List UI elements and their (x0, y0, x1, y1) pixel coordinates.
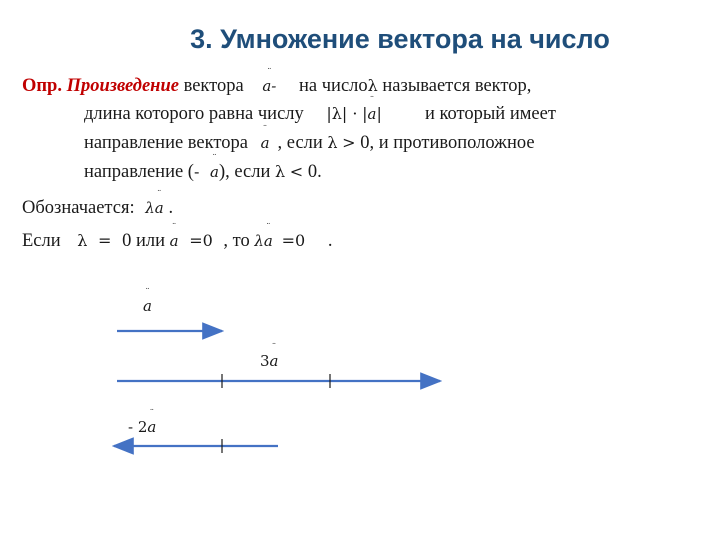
equals-symbol: = (281, 231, 296, 250)
arrow-vector-minus-2a (114, 439, 278, 453)
lambda-symbol: λ (145, 199, 155, 217)
vector-a-letter: a (143, 297, 152, 315)
text-length: длина которого равна числу (84, 104, 304, 124)
coefficient-3: 3 (260, 352, 270, 370)
lambda-symbol: λ (254, 232, 264, 250)
abs-bar-right: | (341, 104, 348, 123)
text-direction-open: направление ( (84, 162, 194, 182)
zero-case-end: . (327, 231, 333, 251)
minus-sign: - (193, 162, 200, 181)
greater-than-symbol: > (342, 133, 356, 152)
vector-mark: ¨ (156, 190, 162, 200)
vector-mark: ¨ (369, 96, 375, 106)
text-and-opposite: 0, и противоположное (360, 133, 535, 153)
notation-text: Обозначается: (22, 198, 135, 218)
definition-term: Произведение (66, 76, 179, 96)
vector-a-letter: a (147, 418, 157, 436)
abs-bar-left: | (362, 104, 368, 123)
text-zero-or: 0 или (122, 231, 165, 251)
vector-a-letter: a (210, 163, 219, 181)
abs-bar-right: | (376, 104, 382, 123)
vector-mark: ¨ (267, 68, 272, 78)
vector-a-letter: a (169, 232, 179, 250)
text-which-has: и который имеет (424, 104, 556, 124)
text-if-zero: Если (22, 231, 61, 251)
vector-a-letter: a (367, 105, 377, 123)
zero-value: 0 (295, 231, 306, 250)
lambda-symbol: λ (367, 76, 378, 95)
lambda-symbol: λ (327, 133, 338, 152)
vector-mark: ¨ (171, 223, 177, 233)
dot-symbol: · (352, 104, 358, 123)
vector-a-letter: a (154, 199, 164, 217)
lambda-symbol: λ (275, 162, 286, 181)
definition-label: Опр. (22, 76, 62, 96)
vector-a-letter: a (260, 134, 270, 152)
lambda-symbol: λ (77, 231, 88, 250)
abs-bar-left: | (326, 104, 332, 123)
less-than-symbol: < (289, 162, 304, 181)
text-then: , то (223, 231, 250, 251)
lambda-symbol: λ (331, 104, 342, 123)
vector-a-letter: a (263, 232, 273, 250)
text-if: , если (277, 133, 323, 153)
equals-symbol: = (189, 231, 203, 250)
vector-mark: ¨ (212, 154, 217, 164)
vector-mark: ¨ (145, 288, 150, 298)
text-if-close: ), если (218, 162, 271, 182)
equals-symbol: = (98, 231, 112, 250)
arrow-vector-3a (117, 374, 440, 388)
zero-value: 0 (202, 231, 213, 250)
text-is-called: называется вектор, (382, 76, 532, 96)
vector-a-letter: a (262, 77, 272, 95)
vector-mark: ¨ (271, 343, 277, 353)
coefficient-minus-2: - 2 (128, 418, 148, 436)
notation-end: . (168, 198, 174, 218)
vector-mark: ¨ (262, 125, 268, 135)
text-zero: 0. (307, 162, 322, 182)
text-vector: вектора (183, 76, 244, 96)
vector-mark: ¨ (149, 409, 155, 419)
text-on-number: на число (299, 76, 368, 96)
vector-a-letter: a (269, 352, 279, 370)
text-direction-of-vector: направление вектора (84, 133, 248, 153)
minus-sign: - (271, 77, 277, 95)
slide-title: 3. Умножение вектора на число (190, 24, 610, 54)
vector-mark: ¨ (266, 223, 271, 233)
